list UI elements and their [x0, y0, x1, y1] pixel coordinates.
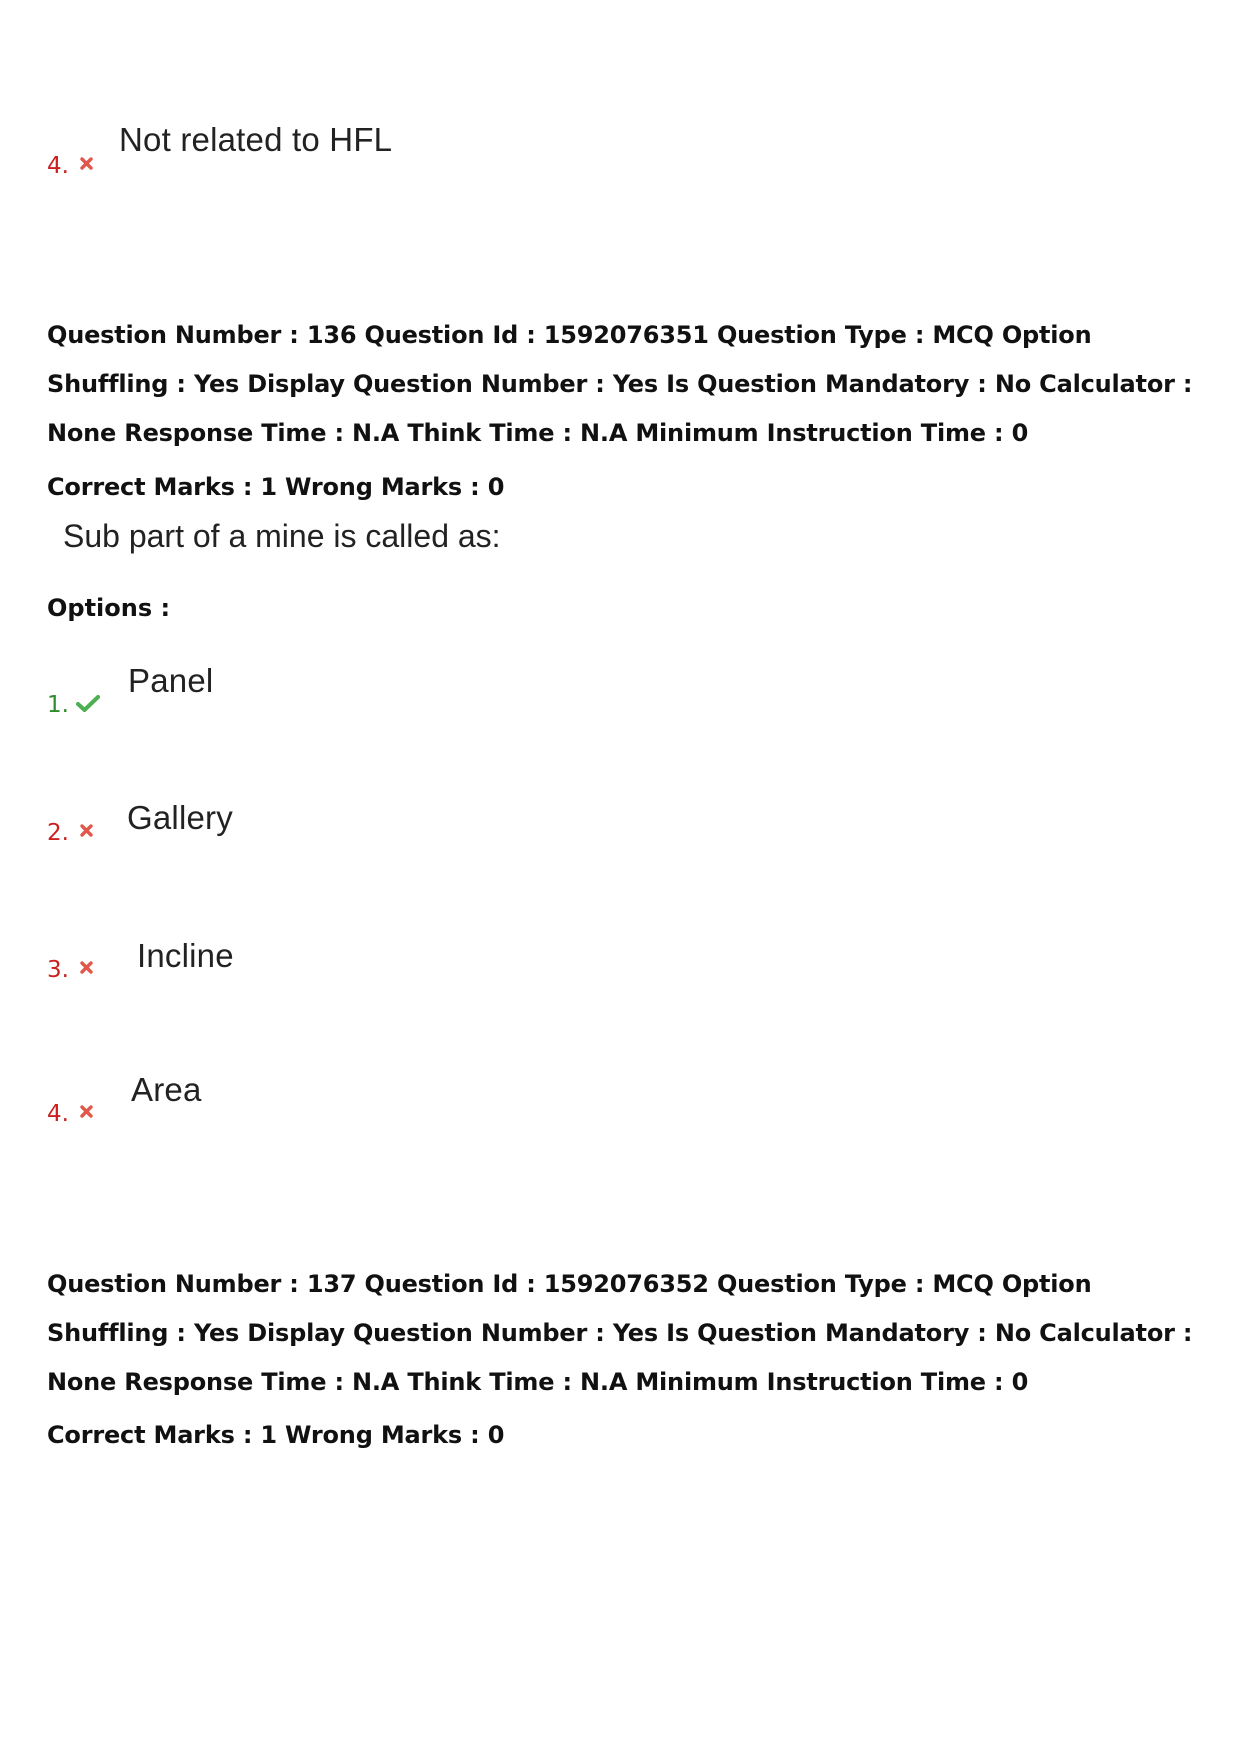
option-text: Incline [137, 937, 234, 974]
question-136-text: Sub part of a mine is called as: [63, 518, 501, 554]
question-136-meta: Question Number : 136 Question Id : 1592076351 Question Type : MCQ Option Shuffling : Yes Display Question Number : Yes Is Question Mandatory : No Calculator : None Response Time : N.A Think Time : N.A Minimum Instruction Time : 0 [47, 321, 1193, 447]
check-icon [76, 694, 100, 713]
option-text: Not related to HFL [119, 121, 393, 158]
cross-icon [79, 1104, 94, 1119]
cross-icon [79, 823, 94, 838]
option-text: Gallery [127, 799, 233, 836]
cross-icon [79, 156, 94, 171]
option-text: Area [131, 1071, 202, 1108]
option-text: Panel [128, 662, 214, 699]
option-number: 4. [47, 153, 69, 179]
option-number: 1. [47, 692, 69, 718]
option-number: 3. [47, 957, 69, 983]
question-137-marks: Correct Marks : 1 Wrong Marks : 0 [47, 1421, 505, 1449]
option-number: 4. [47, 1101, 69, 1127]
question-136-marks: Correct Marks : 1 Wrong Marks : 0 [47, 473, 505, 501]
question-137-meta: Question Number : 137 Question Id : 1592076352 Question Type : MCQ Option Shuffling : Yes Display Question Number : Yes Is Question Mandatory : No Calculator : None Response Time : N.A Think Time : N.A Minimum Instruction Time : 0 [47, 1270, 1193, 1396]
options-label: Options : [47, 594, 171, 622]
option-number: 2. [47, 820, 69, 846]
cross-icon [79, 960, 94, 975]
